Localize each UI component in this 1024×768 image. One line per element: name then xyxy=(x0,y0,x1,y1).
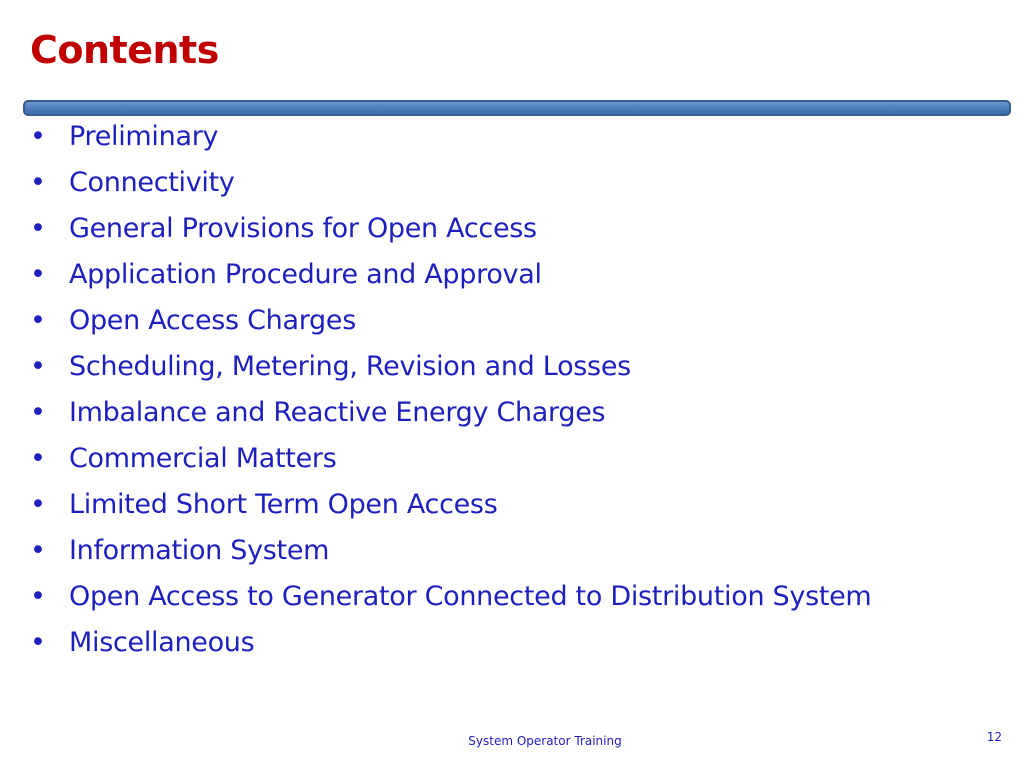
list-item xyxy=(30,625,930,660)
list-item-text: Connectivity xyxy=(69,167,235,198)
footer-text: System Operator Training xyxy=(468,734,622,748)
list-item xyxy=(30,395,930,430)
bullet-icon: • xyxy=(30,121,46,152)
bullet-icon: • xyxy=(30,627,46,658)
list-item-text: Information System xyxy=(69,535,330,566)
list-item xyxy=(30,303,930,338)
bullet-icon: • xyxy=(30,581,46,612)
bullet-icon: • xyxy=(30,259,46,290)
list-item xyxy=(30,441,930,476)
bullet-icon: • xyxy=(30,397,46,428)
list-item-text: Imbalance and Reactive Energy Charges xyxy=(69,397,606,428)
list-item xyxy=(30,257,930,292)
list-item-text: Miscellaneous xyxy=(69,627,255,658)
list-item xyxy=(30,165,930,200)
list-item-text: Commercial Matters xyxy=(69,443,337,474)
bullet-icon: • xyxy=(30,489,46,520)
title-divider-bar xyxy=(23,100,1011,116)
list-item xyxy=(30,211,930,246)
bullet-icon: • xyxy=(30,213,46,244)
list-item-text: Open Access to Generator Connected to Distribution System xyxy=(69,581,872,612)
list-item xyxy=(30,533,930,568)
list-item-text: Scheduling, Metering, Revision and Losses xyxy=(69,351,631,382)
bullet-icon: • xyxy=(30,351,46,382)
bullet-icon: • xyxy=(30,443,46,474)
list-item xyxy=(30,349,930,384)
bullet-icon: • xyxy=(30,167,46,198)
list-item-text: Open Access Charges xyxy=(69,305,356,336)
list-item xyxy=(30,487,930,522)
slide-title: Contents xyxy=(30,28,219,72)
page-number: 12 xyxy=(986,730,1002,744)
list-item-text: General Provisions for Open Access xyxy=(69,213,537,244)
contents-list xyxy=(30,119,930,671)
list-item-text: Application Procedure and Approval xyxy=(69,259,542,290)
list-item-text: Limited Short Term Open Access xyxy=(69,489,498,520)
list-item xyxy=(30,119,930,154)
list-item-text: Preliminary xyxy=(69,121,219,152)
bullet-icon: • xyxy=(30,535,46,566)
bullet-icon: • xyxy=(30,305,46,336)
list-item xyxy=(30,579,930,614)
